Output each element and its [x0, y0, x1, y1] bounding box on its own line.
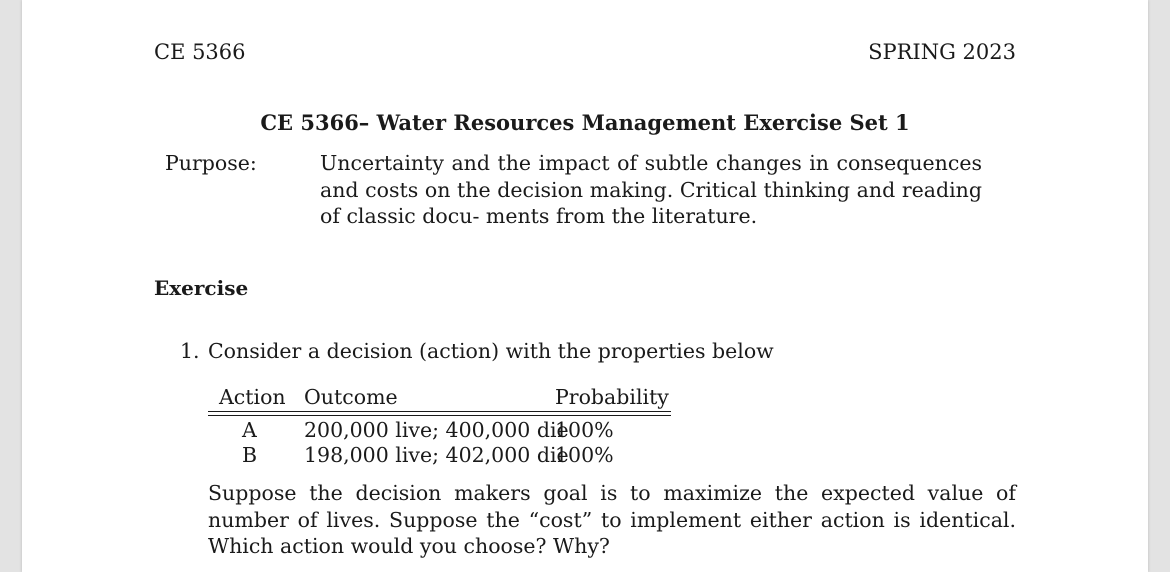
question-followup: Suppose the decision makers goal is to maximize the expected value of number of lives. Suppose the “cost” to implement either action is identical. Which action would you choose? Why? — [208, 481, 1016, 558]
document-page — [22, 0, 1148, 572]
table-header-probability: Probability — [555, 385, 669, 409]
section-heading: Exercise — [154, 276, 249, 300]
purpose-text: Uncertainty and the impact of subtle changes in consequences and costs on the decision making. Critical thinking and reading of classic docu- ments from the literature. — [320, 151, 982, 228]
table-cell-action: A — [242, 418, 257, 442]
table-cell-outcome: 198,000 live; 402,000 die — [304, 443, 569, 467]
course-code: CE 5366 — [154, 40, 246, 64]
table-cell-action: B — [242, 443, 258, 467]
table-rule-top — [208, 411, 671, 412]
table-header-outcome: Outcome — [304, 385, 398, 409]
page-title: CE 5366– Water Resources Management Exercise Set 1 — [260, 110, 910, 135]
table-cell-outcome: 200,000 live; 400,000 die — [304, 418, 569, 442]
table-rule-bottom — [208, 415, 671, 416]
table-cell-probability: 100% — [555, 443, 614, 467]
table-cell-probability: 100% — [555, 418, 614, 442]
table-header-action: Action — [219, 385, 286, 409]
term: SPRING 2023 — [868, 40, 1016, 64]
question-text: Consider a decision (action) with the properties below — [208, 339, 774, 363]
purpose-label: Purpose: — [165, 151, 257, 175]
question-number: 1. — [180, 339, 200, 363]
